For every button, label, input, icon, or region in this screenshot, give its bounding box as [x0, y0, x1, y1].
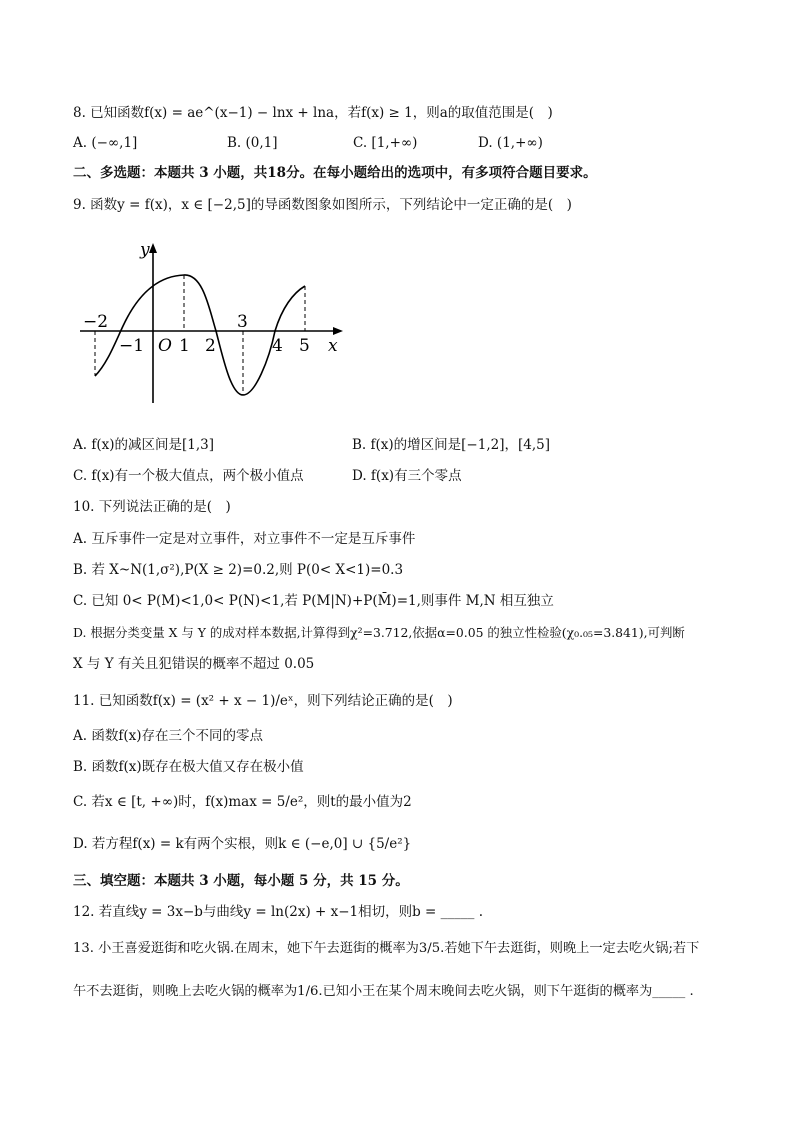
y-axis-arrow-icon	[149, 243, 157, 253]
q10-option-d-continued: X 与 Y 有关且犯错误的概率不超过 0.05	[73, 656, 315, 672]
q9-option-b: B. f(x)的增区间是[−1,2]，[4,5]	[352, 437, 550, 453]
x-axis-label: x	[328, 336, 338, 356]
tick-label-neg1: −1	[119, 336, 145, 356]
tick-label-4: 4	[272, 336, 283, 356]
tick-label-5: 5	[299, 336, 310, 356]
y-axis-label: y	[140, 240, 150, 260]
q11-option-b: B. 函数f(x)既存在极大值又存在极小值	[73, 759, 304, 775]
q9-option-c: C. f(x)有一个极大值点，两个极小值点	[73, 468, 304, 484]
q8-option-a: A. (−∞,1]	[73, 135, 138, 151]
section-multiple-choice-heading: 二、多选题：本题共 3 小题，共18分。在每小题给出的选项中，有多项符合题目要求。	[73, 165, 597, 181]
tick-label-neg2: −2	[83, 312, 109, 332]
q8-option-c: C. [1,+∞)	[353, 135, 418, 151]
derivative-curve	[95, 275, 305, 395]
q11-option-d: D. 若方程f(x) = k有两个实根，则k ∈ (−e,0] ∪ {5/e²}	[73, 836, 412, 852]
q9-option-d: D. f(x)有三个零点	[352, 468, 462, 484]
section-fill-blank-heading: 三、填空题：本题共 3 小题，每小题 5 分，共 15 分。	[73, 873, 409, 889]
q12-stem: 12. 若直线y = 3x−b与曲线y = ln(2x) + x−1相切，则b = _____ .	[73, 904, 483, 920]
origin-label: O	[158, 336, 172, 356]
q10-option-b: B. 若 X~N(1,σ²),P(X ≥ 2)=0.2,则 P(0< X<1)=0.3	[73, 562, 404, 578]
q11-option-a: A. 函数f(x)存在三个不同的零点	[73, 728, 263, 744]
tick-label-2: 2	[205, 336, 216, 356]
q9-stem: 9. 函数y = f(x)，x ∈ [−2,5]的导函数图象如图所示，下列结论中一定正确的是( )	[73, 197, 572, 213]
tick-label-3: 3	[237, 312, 248, 332]
q13-line2: 午不去逛街，则晚上去吃火锅的概率为1/6.已知小王在某个周末晚间去吃火锅，则下午逛街的概率为_____ .	[73, 984, 694, 999]
q10-stem: 10. 下列说法正确的是( )	[73, 499, 231, 515]
q10-option-a: A. 互斥事件一定是对立事件，对立事件不一定是互斥事件	[73, 531, 416, 547]
x-axis-arrow-icon	[333, 327, 343, 335]
q11-stem: 11. 已知函数f(x) = (x² + x − 1)/eˣ，则下列结论正确的是( )	[73, 693, 453, 709]
q8-stem: 8. 已知函数f(x) = ae^(x−1) − lnx + lna，若f(x) ≥ 1，则a的取值范围是( )	[73, 105, 553, 121]
q8-option-d: D. (1,+∞)	[478, 135, 543, 151]
q8-option-b: B. (0,1]	[227, 135, 278, 151]
q10-option-c: C. 已知 0< P(M)<1,0< P(N)<1,若 P(M|N)+P(M̄)=1,则事件 M,N 相互独立	[73, 593, 554, 609]
q9-option-a: A. f(x)的减区间是[1,3]	[73, 437, 214, 453]
q11-option-c: C. 若x ∈ [t, +∞)时，f(x)max = 5/e²，则t的最小值为2	[73, 794, 412, 810]
tick-label-1: 1	[179, 336, 190, 356]
q13-line1: 13. 小王喜爱逛街和吃火锅.在周末，她下午去逛街的概率为3/5.若她下午去逛街，则晚上一定去吃火锅;若下	[73, 941, 700, 956]
q10-option-d: D. 根据分类变量 X 与 Y 的成对样本数据,计算得到χ²=3.712,依据α=0.05 的独立性检验(χ₀.₀₅=3.841),可判断	[73, 625, 685, 640]
derivative-graph	[75, 238, 350, 408]
